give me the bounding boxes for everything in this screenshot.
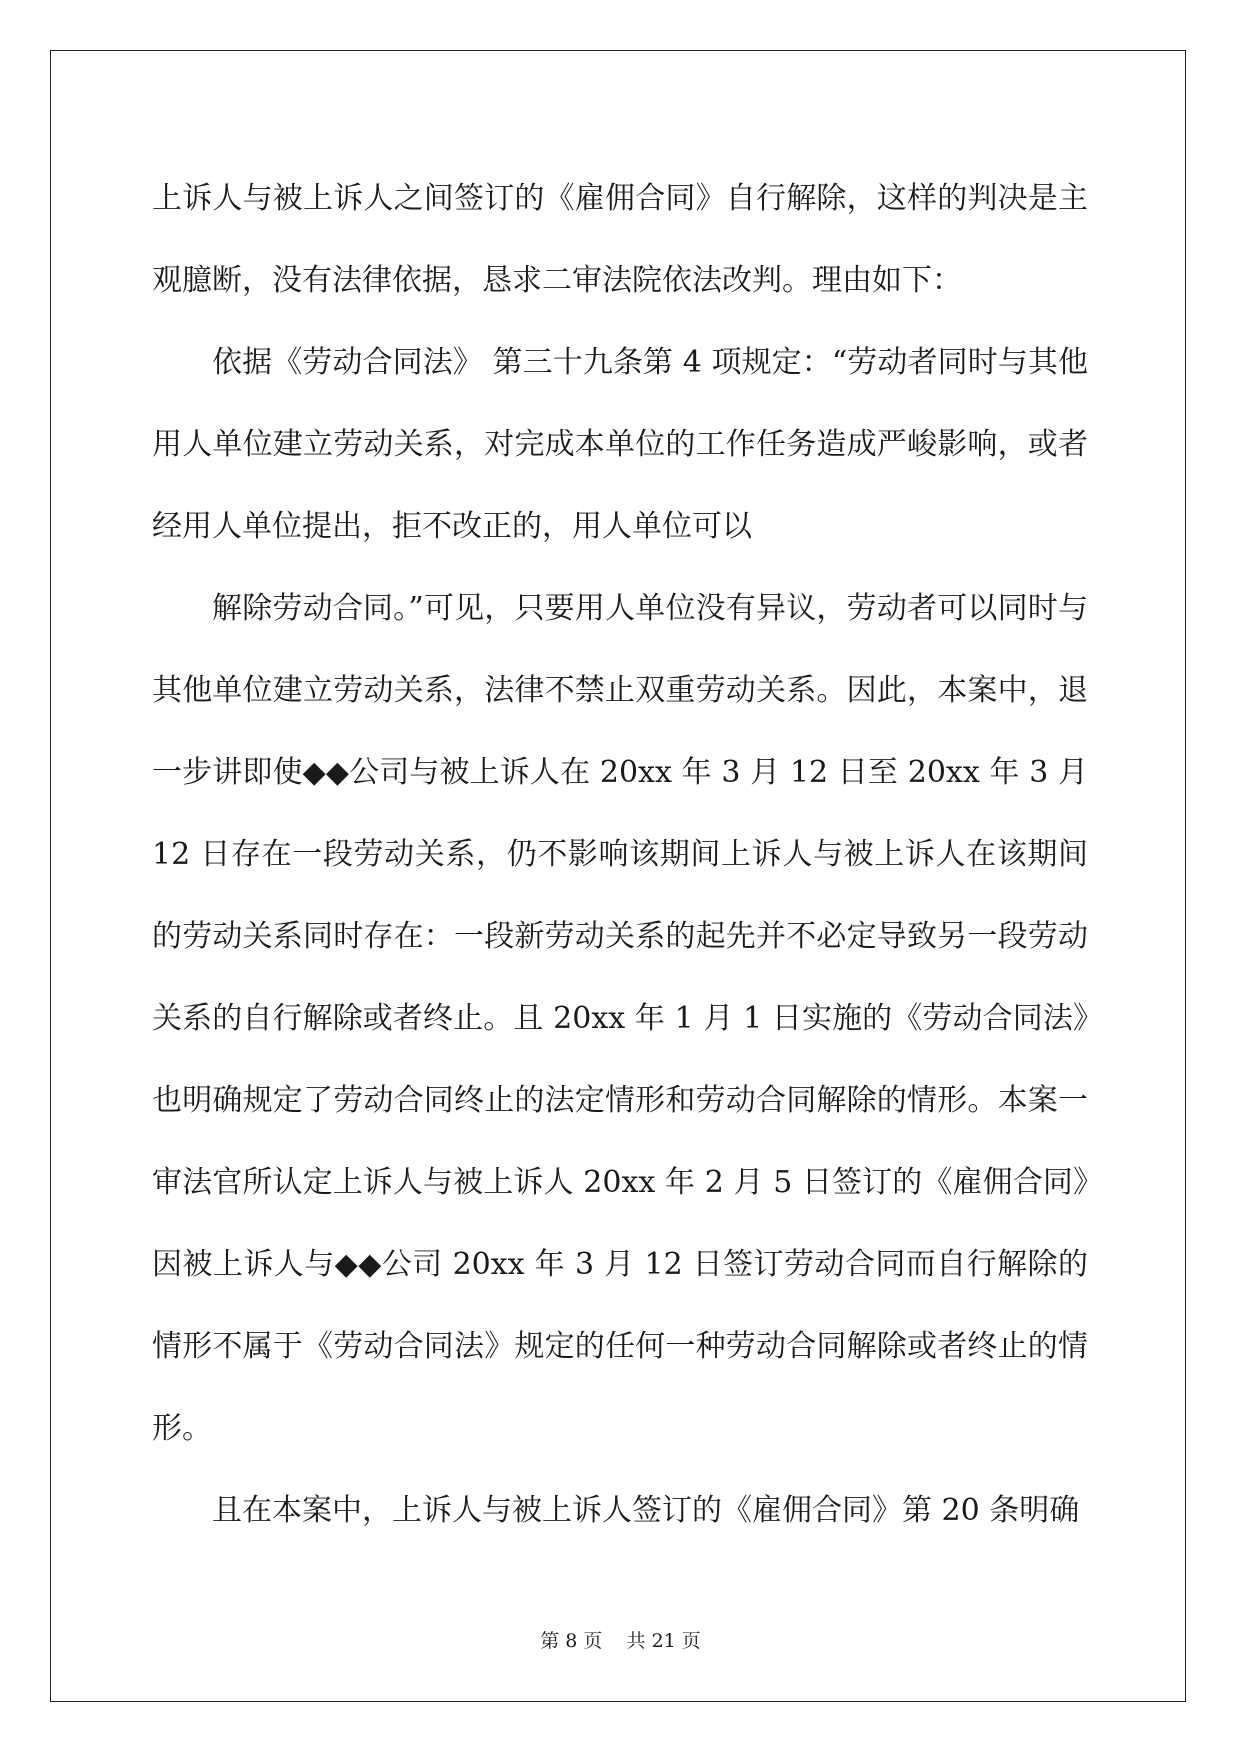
paragraph-1: 上诉人与被上诉人之间签订的《雇佣合同》自行解除，这样的判决是主观臆断，没有法律依据，恳求二审法院依法改判。理由如下：: [152, 181, 1088, 298]
paragraph-3: 解除劳动合同。”可见，只要用人单位没有异议，劳动者可以同时与其他单位建立劳动关系，法律不禁止双重劳动关系。因此，本案中，退一步讲即使◆◆公司与被上诉人在 20xx 年 3 月 12 日至 20xx 年 3 月 12 日存在一段劳动关系，仍不影响该期间上诉人与被上诉人在该期间的劳动关系同时存在：一段新劳动关系的起先并不必定导致另一段劳动关系的自行解除或者终止。且 20xx 年 1 月 1 日实施的《劳动合同法》也明确规定了劳动合同终止的法定情形和劳动合同解除的情形。本案一审法官所认定上诉人与被上诉人 20xx 年 2 月 5 日签订的《雇佣合同》因被上诉人与◆◆公司 20xx 年 3 月 12 日签订劳动合同而自行解除的情形不属于《劳动合同法》规定的任何一种劳动合同解除或者终止的情形。: [152, 591, 1088, 1446]
page-number-footer: 第 8 页 共 21 页: [540, 1630, 701, 1652]
paragraph-4: 且在本案中，上诉人与被上诉人签订的《雇佣合同》第 20 条明确: [212, 1493, 1080, 1528]
document-body: [152, 158, 1088, 1552]
paragraph-2: 依据《劳动合同法》 第三十九条第 4 项规定：“劳动者同时与其他用人单位建立劳动关系，对完成本单位的工作任务造成严峻影响，或者经用人单位提出，拒不改正的，用人单位可以: [152, 345, 1088, 544]
